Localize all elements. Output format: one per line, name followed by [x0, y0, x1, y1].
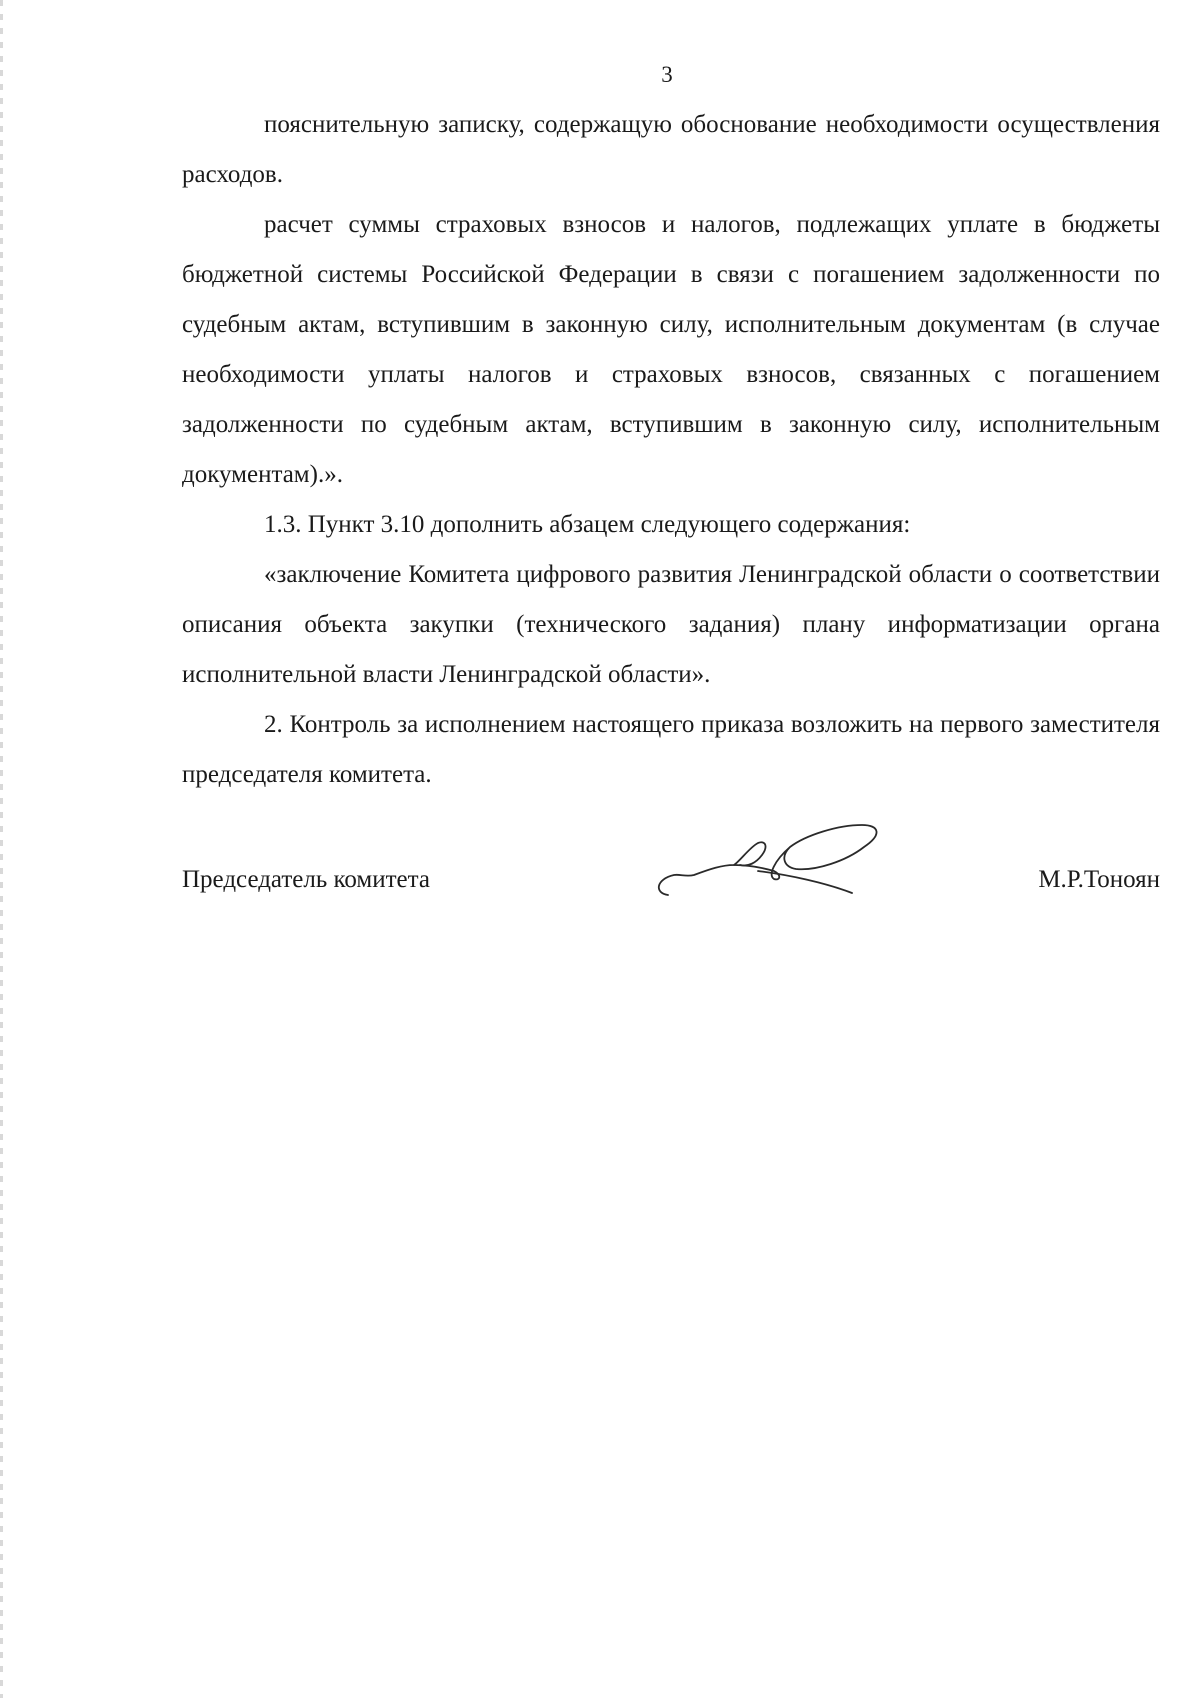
paragraph-digital-committee-conclusion: «заключение Комитета цифрового развития Ленинградской области о соответствии описания объекта закупки (технического задания) плану информатизации органа исполнительной власти Ленинградской области».: [182, 561, 1160, 688]
signatory-name: М.Р.Тоноян: [1038, 866, 1160, 893]
paragraph-insurance-calculation: расчет суммы страховых взносов и налогов, подлежащих уплате в бюджеты бюджетной системы Российской Федерации в связи с погашением задолженности по судебным актам, вступившим в законную силу, исполнительным документам (в случае необходимости уплаты налогов и страховых взносов, связанных с погашением задолженности по судебным актам, вступившим в законную силу, исполнительным документам).».: [182, 211, 1160, 488]
document-body: [182, 100, 1160, 800]
handwritten-signature: [650, 795, 900, 905]
paragraph-explanatory-note: пояснительную записку, содержащую обоснование необходимости осуществления расходов.: [182, 111, 1160, 188]
scan-edge-artifact: [0, 0, 3, 1698]
signatory-position: Председатель комитета: [182, 866, 430, 893]
page-number: 3: [661, 62, 673, 87]
paragraph-item-1-3: 1.3. Пункт 3.10 дополнить абзацем следующего содержания:: [264, 511, 911, 538]
paragraph-item-2-control: 2. Контроль за исполнением настоящего приказа возложить на первого заместителя председателя комитета.: [182, 711, 1160, 788]
